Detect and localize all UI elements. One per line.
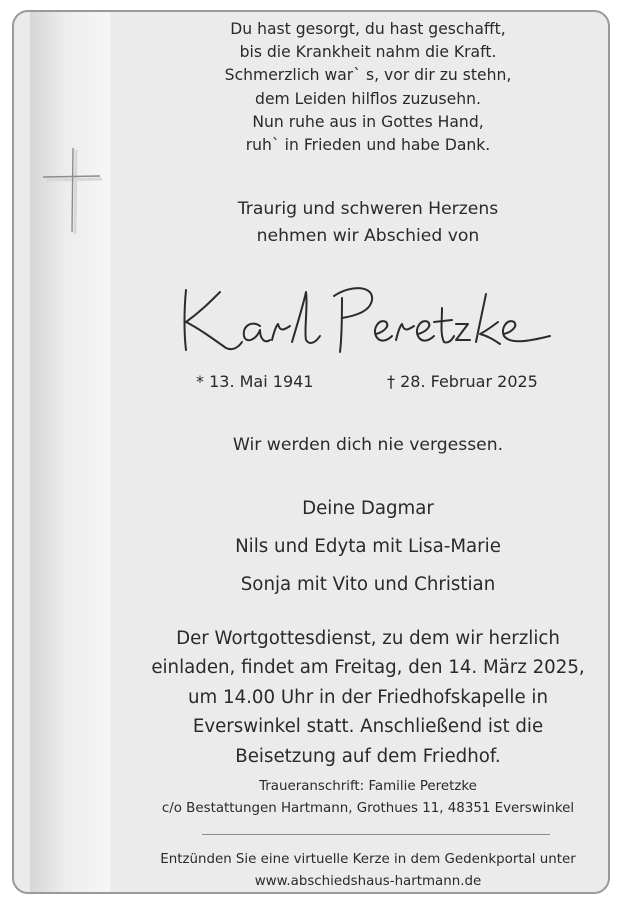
service-announcement — [104, 624, 610, 771]
mourner-line: Nils und Edyta mit Lisa-Marie — [235, 536, 501, 557]
mourning-address — [124, 776, 610, 820]
divider — [202, 834, 550, 835]
farewell-line: Wir werden dich nie vergessen. — [232, 435, 504, 455]
death-date: † 28. Februar 2025 — [387, 372, 538, 391]
mourners-list — [124, 490, 610, 604]
service-line: um 14.00 Uhr in der Friedhofskapelle in — [187, 686, 548, 708]
intro-line: nehmen wir Abschied von — [256, 226, 480, 246]
obituary-content — [124, 12, 610, 892]
poem-line: Du hast gesorgt, du hast geschafft, — [230, 20, 506, 38]
poem-line: ruh` in Frieden und habe Dank. — [245, 136, 491, 155]
deceased-name-signature — [164, 276, 564, 366]
poem-line: bis die Krankheit nahm die Kraft. — [239, 43, 497, 62]
memorial-portal-note — [124, 849, 610, 893]
poem-line: dem Leiden hilflos zuzusehn. — [255, 89, 481, 108]
cross-icon — [42, 144, 104, 244]
service-line: Beisetzung auf dem Friedhof. — [235, 745, 501, 767]
poem — [124, 18, 610, 157]
portal-link: www.abschiedshaus-hartmann.de — [254, 874, 482, 889]
address-line: c/o Bestattungen Hartmann, Grothues 11, 48351 Everswinkel — [161, 801, 575, 816]
birth-date: * 13. Mai 1941 — [196, 372, 314, 391]
intro-line: Traurig und schweren Herzens — [237, 199, 499, 219]
poem-line: Nun ruhe aus in Gottes Hand, — [252, 112, 484, 131]
mourner-line: Deine Dagmar — [302, 498, 434, 519]
obituary-card — [12, 10, 610, 894]
service-line: Der Wortgottesdienst, zu dem wir herzlich — [176, 628, 560, 649]
poem-line: Schmerzlich war` s, vor dir zu stehn, — [224, 66, 512, 85]
intro-text — [124, 196, 610, 250]
address-line: Traueranschrift: Familie Peretzke — [259, 779, 477, 794]
service-line: einladen, findet am Freitag, den 14. März 2025, — [151, 657, 585, 679]
service-line: Everswinkel statt. Anschließend ist die — [192, 716, 544, 738]
portal-line: Entzünden Sie eine virtuelle Kerze in dem Gedenkportal unter — [160, 852, 576, 867]
mourner-line: Sonja mit Vito und Christian — [240, 574, 496, 595]
